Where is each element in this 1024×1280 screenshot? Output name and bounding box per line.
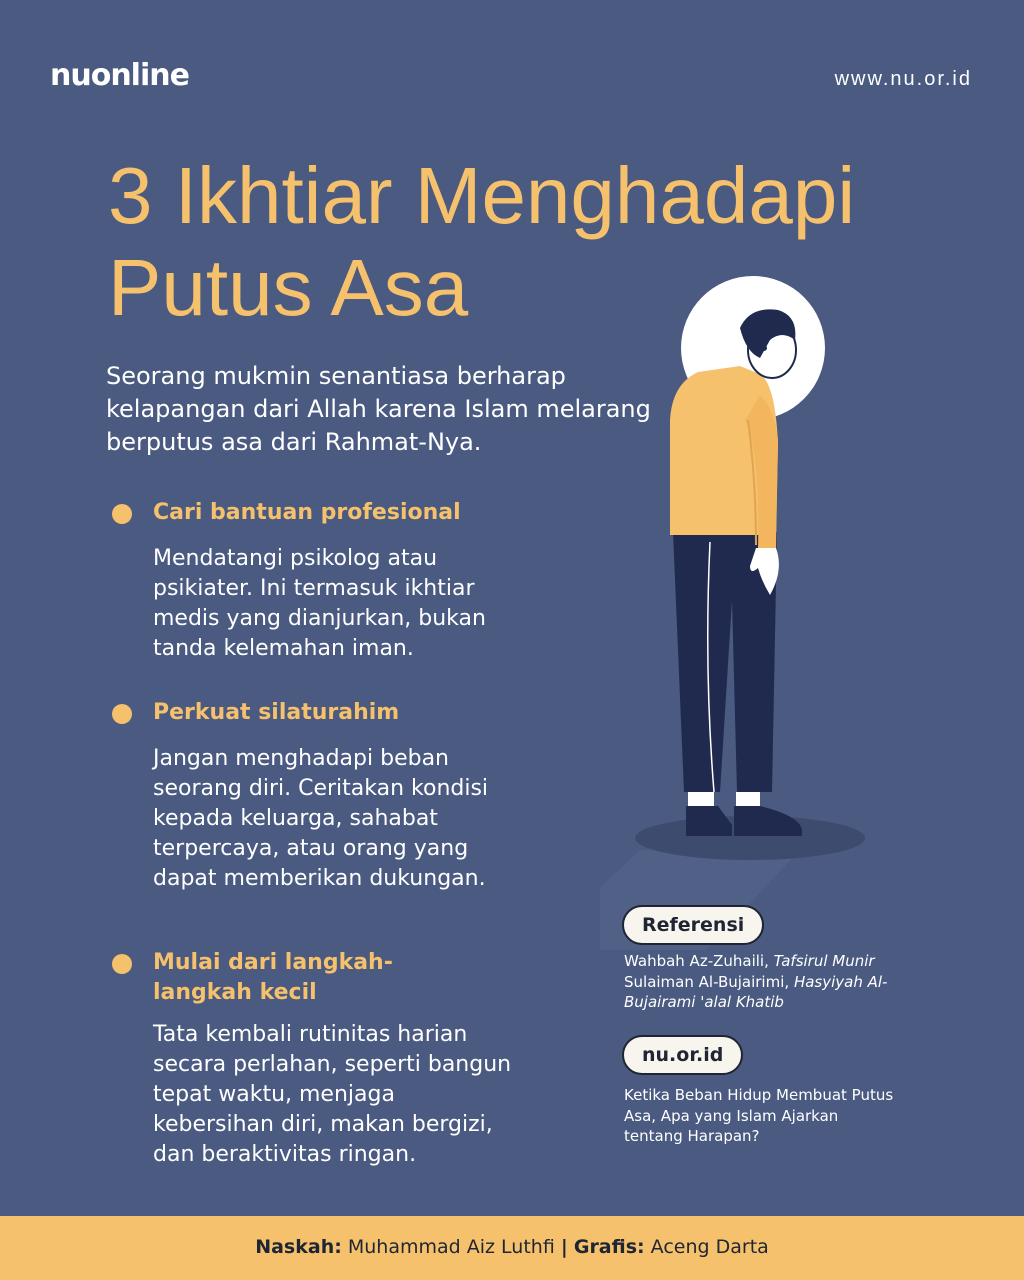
credits-footer bbox=[0, 1216, 1024, 1280]
grafis-name: Aceng Darta bbox=[650, 1236, 769, 1258]
site-url[interactable]: www.nu.or.id bbox=[834, 68, 972, 90]
item-body: Tata kembali rutinitas harian secara perlahan, seperti bangun tepat waktu, menjaga kebersihan diri, makan bergizi, dan beraktivitas ringan. bbox=[153, 1022, 512, 1167]
page-title-line-2: Putus Asa bbox=[108, 243, 469, 332]
item-title: Mulai dari langkah-langkah kecil bbox=[153, 950, 393, 1005]
footer-separator: | bbox=[560, 1236, 568, 1258]
naskah-label: Naskah: bbox=[255, 1236, 342, 1258]
sad-person-illustration bbox=[600, 270, 900, 950]
references-list bbox=[624, 951, 904, 1013]
grafis-label: Grafis: bbox=[573, 1236, 645, 1258]
page-title-line-1: 3 Ikhtiar Menghadapi bbox=[108, 151, 856, 240]
bullet-dot-icon bbox=[112, 504, 132, 524]
ref1-author: Wahbah Az-Zuhaili, bbox=[624, 952, 769, 970]
naskah-name: Muhammad Aiz Luthfi bbox=[347, 1236, 555, 1258]
left-shoe-shape bbox=[686, 806, 732, 836]
source-label[interactable]: nu.or.id bbox=[622, 1035, 743, 1075]
item-body: Jangan menghadapi beban seorang diri. Ceritakan kondisi kepada keluarga, sahabat terpercaya, atau orang yang dapat memberikan dukungan. bbox=[153, 746, 489, 891]
item-body: Mendatangi psikolog atau psikiater. Ini termasuk ikhtiar medis yang dianjurkan, bukan tanda kelemahan iman. bbox=[153, 546, 486, 661]
ref1-title: Tafsirul Munir bbox=[773, 952, 875, 970]
right-shoe-shape bbox=[734, 806, 802, 836]
item-title: Cari bantuan profesional bbox=[153, 500, 461, 525]
intro-text: Seorang mukmin senantiasa berharap kelapangan dari Allah karena Islam melarang berputus asa dari Rahmat-Nya. bbox=[106, 362, 651, 456]
references-label: Referensi bbox=[622, 905, 764, 945]
bullet-dot-icon bbox=[112, 954, 132, 974]
brand-logo: nuonline bbox=[50, 58, 189, 93]
ref2-title: Hasyiyah Al-Bujairami 'alal Khatib bbox=[624, 972, 888, 1011]
ref2-author: Sulaiman Al-Bujairimi, bbox=[624, 972, 790, 991]
source-article-title[interactable]: Ketika Beban Hidup Membuat Putus Asa, Apa yang Islam Ajarkan tentang Harapan? bbox=[624, 1086, 894, 1145]
bullet-dot-icon bbox=[112, 704, 132, 724]
item-title: Perkuat silaturahim bbox=[153, 700, 400, 725]
